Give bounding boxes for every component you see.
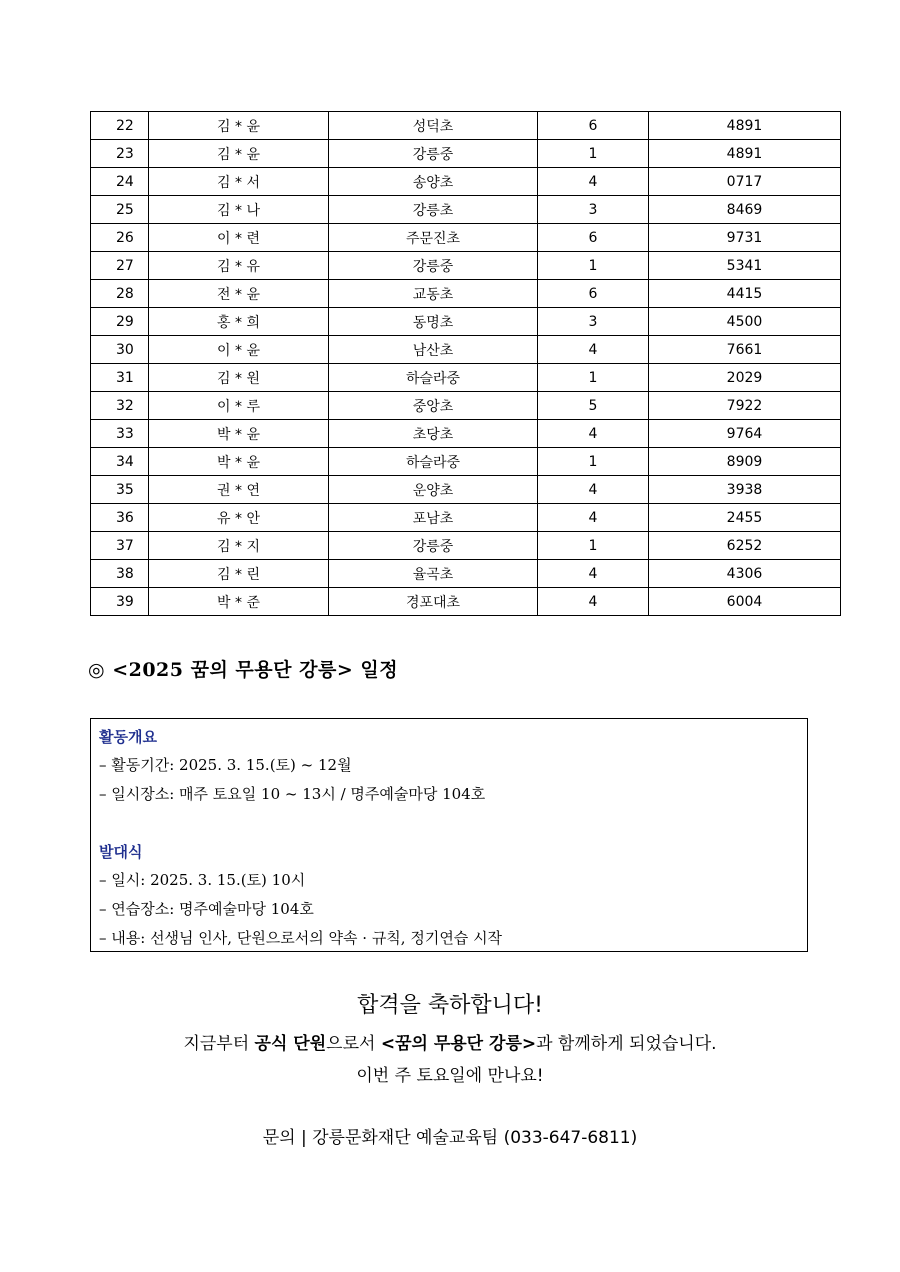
grade-cell: 6 (538, 280, 649, 308)
table-row (91, 532, 841, 560)
grade-cell: 1 (538, 252, 649, 280)
school-name-cell: 율곡초 (329, 560, 538, 588)
school-name-cell: 송양초 (329, 168, 538, 196)
applicant-code-cell: 4500 (649, 308, 841, 336)
applicant-code-cell: 4415 (649, 280, 841, 308)
spacer (99, 809, 799, 838)
table-row (91, 252, 841, 280)
applicant-code-cell: 7922 (649, 392, 841, 420)
table-row (91, 224, 841, 252)
school-name-cell: 강릉초 (329, 196, 538, 224)
applicant-code-cell: 4306 (649, 560, 841, 588)
applicant-code-cell: 0717 (649, 168, 841, 196)
grade-cell: 6 (538, 224, 649, 252)
school-name-cell: 중앙초 (329, 392, 538, 420)
school-name-cell: 남산초 (329, 336, 538, 364)
student-name-cell: 김 * 원 (149, 364, 329, 392)
message-suffix: 과 함께하게 되었습니다. (536, 1034, 717, 1054)
congrats-meet: 이번 주 토요일에 만나요! (356, 1066, 544, 1086)
table-row (91, 196, 841, 224)
applicant-code-cell: 4891 (649, 140, 841, 168)
row-number-cell: 24 (91, 168, 149, 196)
student-name-cell: 김 * 윤 (149, 140, 329, 168)
school-name-cell: 포남초 (329, 504, 538, 532)
school-name-cell: 경포대초 (329, 588, 538, 616)
congrats-headline: 합격을 축하합니다! (357, 993, 543, 1018)
school-name-cell: 교동초 (329, 280, 538, 308)
grade-cell: 4 (538, 168, 649, 196)
grade-cell: 4 (538, 588, 649, 616)
applicant-code-cell: 6004 (649, 588, 841, 616)
student-name-cell: 이 * 윤 (149, 336, 329, 364)
message-bold-program: <꿈의 무용단 강릉> (380, 1034, 537, 1054)
ceremony-place: – 연습장소: 명주예술마당 104호 (99, 900, 314, 918)
student-name-cell: 이 * 련 (149, 224, 329, 252)
table-row (91, 420, 841, 448)
grade-cell: 1 (538, 448, 649, 476)
table-row (91, 448, 841, 476)
grade-cell: 1 (538, 532, 649, 560)
school-name-cell: 초당초 (329, 420, 538, 448)
grade-cell: 1 (538, 364, 649, 392)
row-number-cell: 36 (91, 504, 149, 532)
row-number-cell: 29 (91, 308, 149, 336)
student-name-cell: 김 * 윤 (149, 112, 329, 140)
row-number-cell: 27 (91, 252, 149, 280)
student-name-cell: 박 * 윤 (149, 448, 329, 476)
student-name-cell: 전 * 윤 (149, 280, 329, 308)
applicant-code-cell: 6252 (649, 532, 841, 560)
table-row (91, 504, 841, 532)
school-name-cell: 성덕초 (329, 112, 538, 140)
student-name-cell: 유 * 안 (149, 504, 329, 532)
school-name-cell: 강릉중 (329, 140, 538, 168)
student-name-cell: 홍 * 희 (149, 308, 329, 336)
school-name-cell: 주문진초 (329, 224, 538, 252)
table-row (91, 168, 841, 196)
student-name-cell: 김 * 나 (149, 196, 329, 224)
row-number-cell: 23 (91, 140, 149, 168)
table-row (91, 588, 841, 616)
grade-cell: 5 (538, 392, 649, 420)
activity-heading: 활동개요 (99, 728, 157, 746)
applicant-code-cell: 9731 (649, 224, 841, 252)
student-name-cell: 권 * 연 (149, 476, 329, 504)
roster-table (90, 111, 841, 616)
applicant-code-cell: 2029 (649, 364, 841, 392)
grade-cell: 6 (538, 112, 649, 140)
schedule-title: ◎ <2025 꿈의 무용단 강릉> 일정 (88, 659, 399, 681)
school-name-cell: 동명초 (329, 308, 538, 336)
row-number-cell: 26 (91, 224, 149, 252)
student-name-cell: 김 * 린 (149, 560, 329, 588)
table-row (91, 140, 841, 168)
school-name-cell: 하슬라중 (329, 364, 538, 392)
table-row (91, 308, 841, 336)
row-number-cell: 22 (91, 112, 149, 140)
table-row (91, 280, 841, 308)
student-name-cell: 박 * 준 (149, 588, 329, 616)
applicant-code-cell: 9764 (649, 420, 841, 448)
row-number-cell: 32 (91, 392, 149, 420)
applicant-code-cell: 3938 (649, 476, 841, 504)
schedule-box (90, 718, 808, 952)
student-name-cell: 박 * 윤 (149, 420, 329, 448)
row-number-cell: 37 (91, 532, 149, 560)
row-number-cell: 33 (91, 420, 149, 448)
row-number-cell: 31 (91, 364, 149, 392)
school-name-cell: 운양초 (329, 476, 538, 504)
table-row (91, 336, 841, 364)
student-name-cell: 김 * 유 (149, 252, 329, 280)
row-number-cell: 34 (91, 448, 149, 476)
message-prefix: 지금부터 (183, 1034, 255, 1054)
grade-cell: 4 (538, 560, 649, 588)
applicant-code-cell: 5341 (649, 252, 841, 280)
row-number-cell: 35 (91, 476, 149, 504)
grade-cell: 3 (538, 196, 649, 224)
table-row (91, 392, 841, 420)
grade-cell: 4 (538, 476, 649, 504)
ceremony-heading: 발대식 (99, 843, 143, 861)
table-row (91, 476, 841, 504)
student-name-cell: 김 * 서 (149, 168, 329, 196)
student-name-cell: 이 * 루 (149, 392, 329, 420)
grade-cell: 4 (538, 504, 649, 532)
row-number-cell: 25 (91, 196, 149, 224)
activity-place: – 일시장소: 매주 토요일 10 ~ 13시 / 명주예술마당 104호 (99, 785, 486, 803)
row-number-cell: 28 (91, 280, 149, 308)
applicant-code-cell: 7661 (649, 336, 841, 364)
congrats-message (0, 1029, 900, 1054)
ceremony-time: – 일시: 2025. 3. 15.(토) 10시 (99, 871, 306, 889)
message-mid: 으로서 (326, 1034, 381, 1054)
activity-period: – 활동기간: 2025. 3. 15.(토) ~ 12월 (99, 756, 352, 774)
table-row (91, 364, 841, 392)
applicant-code-cell: 2455 (649, 504, 841, 532)
row-number-cell: 30 (91, 336, 149, 364)
roster-body (91, 112, 841, 616)
applicant-code-cell: 8469 (649, 196, 841, 224)
table-row (91, 112, 841, 140)
contact-info: 문의 | 강릉문화재단 예술교육팀 (033-647-6811) (262, 1128, 638, 1148)
school-name-cell: 강릉중 (329, 532, 538, 560)
ceremony-content: – 내용: 선생님 인사, 단원으로서의 약속 · 규칙, 정기연습 시작 (99, 929, 503, 947)
row-number-cell: 39 (91, 588, 149, 616)
student-name-cell: 김 * 지 (149, 532, 329, 560)
table-row (91, 560, 841, 588)
grade-cell: 4 (538, 420, 649, 448)
grade-cell: 1 (538, 140, 649, 168)
message-bold-member: 공식 단원 (254, 1034, 327, 1054)
school-name-cell: 강릉중 (329, 252, 538, 280)
grade-cell: 3 (538, 308, 649, 336)
row-number-cell: 38 (91, 560, 149, 588)
school-name-cell: 하슬라중 (329, 448, 538, 476)
applicant-code-cell: 4891 (649, 112, 841, 140)
applicant-code-cell: 8909 (649, 448, 841, 476)
grade-cell: 4 (538, 336, 649, 364)
